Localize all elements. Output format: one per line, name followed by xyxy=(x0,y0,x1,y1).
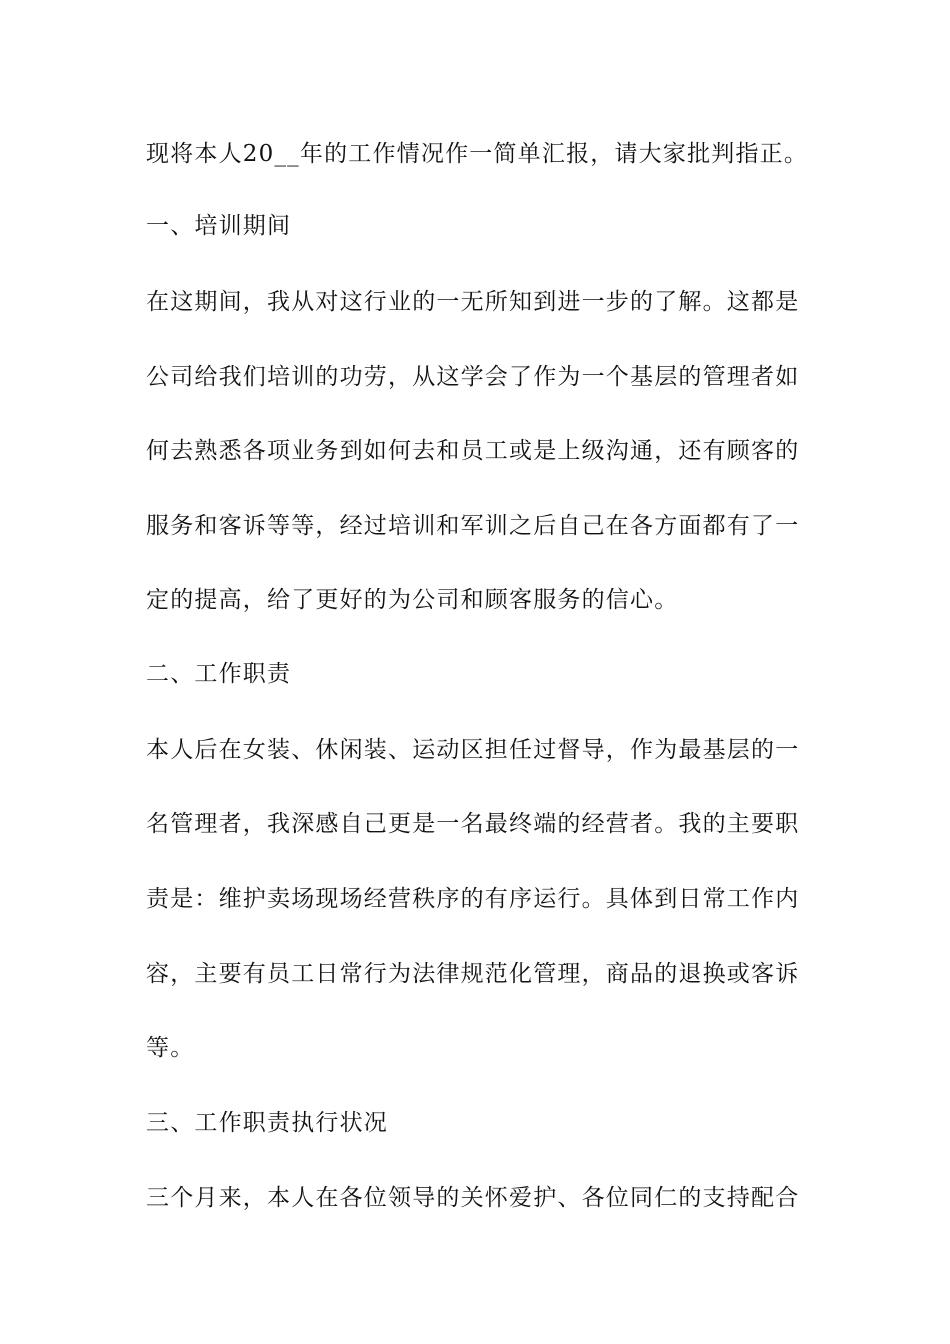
paragraph-intro: 现将本人20__年的工作情况作一简单汇报，请大家批判指正。 xyxy=(146,141,809,167)
paragraph-duties-line-1: 本人后在女装、休闲装、运动区担任过督导，作为最基层的一 xyxy=(146,737,800,763)
paragraph-training-line-5: 定的提高，给了更好的为公司和顾客服务的信心。 xyxy=(146,587,679,613)
paragraph-duties-line-5: 等。 xyxy=(146,1035,195,1061)
paragraph-training-line-4: 服务和客诉等等，经过培训和军训之后自己在各方面都有了一 xyxy=(146,513,800,539)
paragraph-duties-line-4: 容，主要有员工日常行为法律规范化管理，商品的退换或客诉 xyxy=(146,961,800,987)
paragraph-duties-line-2: 名管理者，我深感自己更是一名最终端的经营者。我的主要职 xyxy=(146,811,800,837)
paragraph-training-line-1: 在这期间，我从对这行业的一无所知到进一步的了解。这都是 xyxy=(146,289,800,315)
paragraph-duties-line-3: 责是：维护卖场现场经营秩序的有序运行。具体到日常工作内 xyxy=(146,886,800,912)
section-heading-duties: 二、工作职责 xyxy=(146,661,292,687)
section-heading-training: 一、培训期间 xyxy=(146,213,292,239)
section-heading-execution: 三、工作职责执行状况 xyxy=(146,1110,388,1136)
paragraph-training-line-3: 何去熟悉各项业务到如何去和员工或是上级沟通，还有顾客的 xyxy=(146,438,800,464)
paragraph-execution-line-1: 三个月来，本人在各位领导的关怀爱护、各位同仁的支持配合 xyxy=(146,1185,800,1211)
paragraph-training-line-2: 公司给我们培训的功劳，从这学会了作为一个基层的管理者如 xyxy=(146,364,800,390)
